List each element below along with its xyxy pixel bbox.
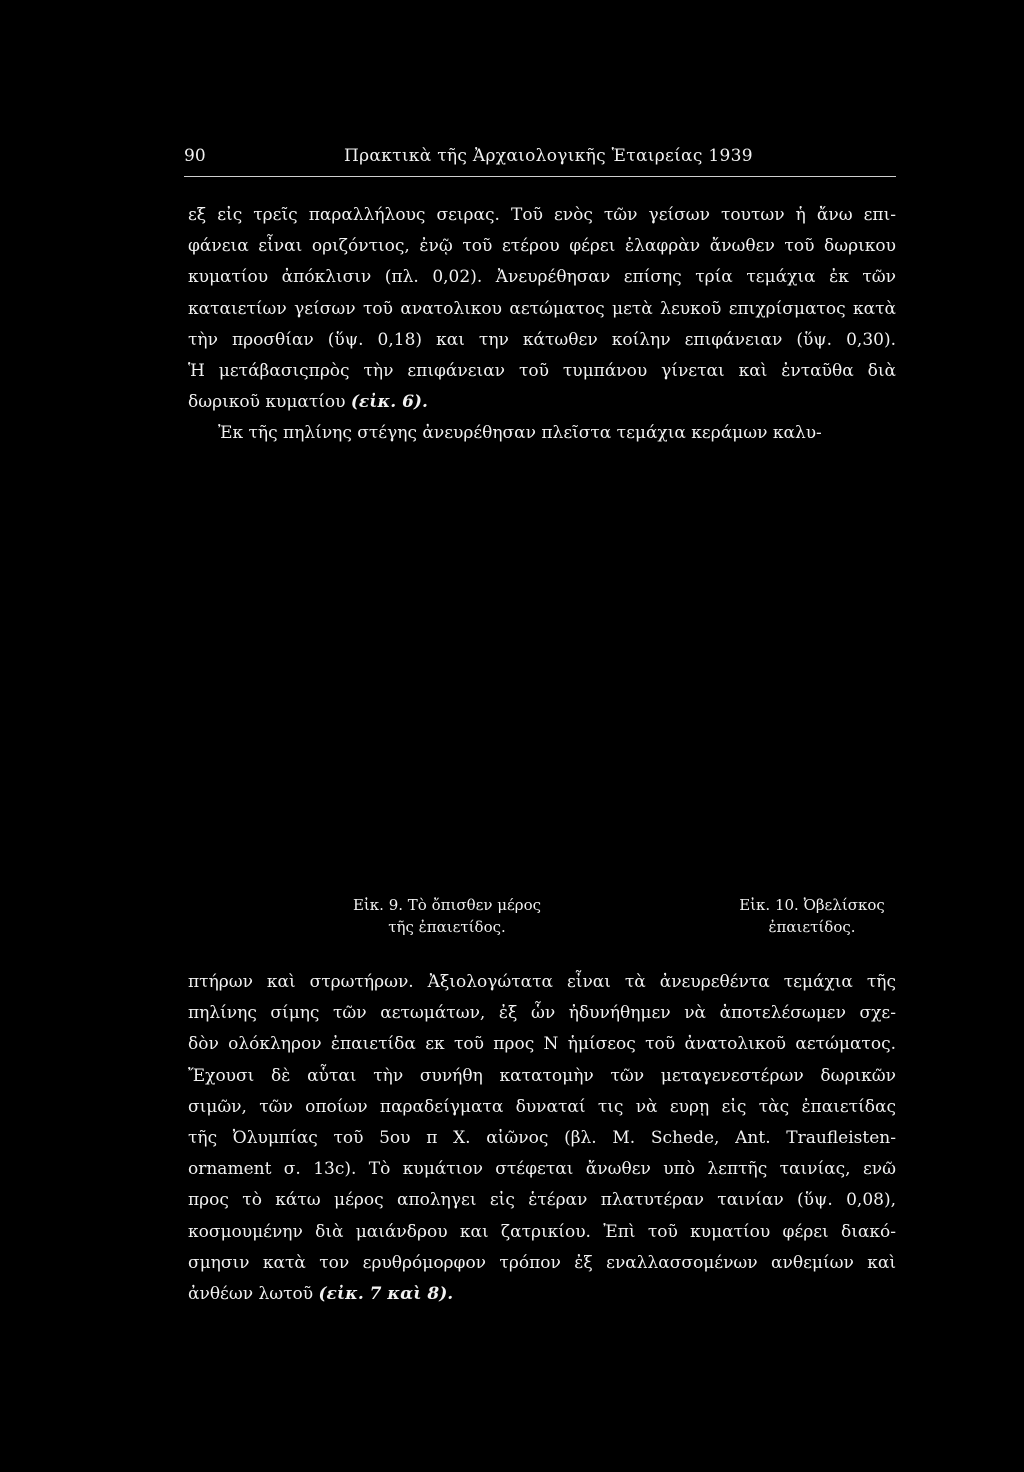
paragraph-line: εξ εἰς τρεῖς παραλλήλους σειρας. Τοῦ ενὸς τῶν γείσων τουτων ἡ ἄνω επι- — [188, 205, 896, 225]
paragraph-line: Ἡ μετάβασιςπρὸς τὴν επιφάνειαν τοῦ τυμπάνου γίνεται καὶ ἐνταῦθα διὰ — [188, 360, 896, 381]
paragraph-line: τὴν προσθίαν (ὕψ. 0,18) και την κάτωθεν κοίλην επιφάνειαν (ὕψ. 0,30). — [188, 329, 896, 350]
paragraph-line: κυματίου ἀπόκλισιν (πλ. 0,02). Ἀνευρέθησαν επίσης τρία τεμάχια ἐκ τῶν — [188, 267, 896, 288]
paragraph-1 — [188, 200, 896, 450]
paragraph-2 — [188, 967, 896, 1310]
paragraph-line: Ἔχουσι δὲ αὗται τὴν συνήθη κατατομὴν τῶν μεταγενεστέρων δωρικῶν — [188, 1065, 896, 1086]
paragraph-line: κοσμουμένην διὰ μαιάνδρου και ζατρικίου. Ἐπὶ τοῦ κυματίου φέρει διακό- — [188, 1221, 896, 1242]
paragraph-line: Ἐκ τῆς πηλίνης στέγης ἀνευρέθησαν πλεῖστα τεμάχια κεράμων καλυ- — [218, 423, 822, 444]
paragraph-line: προς τὸ κάτω μέρος αποληγει εἰς ἑτέραν πλατυτέραν ταινίαν (ὕψ. 0,08), — [188, 1190, 896, 1211]
figure-reference: (εἰκ. 6). — [350, 392, 428, 413]
paragraph-line — [188, 387, 896, 418]
caption-line: ἐπαιετίδος. — [768, 918, 856, 936]
caption-line: Εἰκ. 9. Τὸ ὄπισθεν μέρος — [352, 896, 542, 914]
journal-title: Πρακτικὰ τῆς Ἀρχαιολογικῆς Ἑταιρείας 1939 — [344, 146, 753, 166]
paragraph-line: πτήρων καὶ στρωτήρων. Ἀξιολογώτατα εἶναι τὰ ἀνευρεθέντα τεμάχια τῆς — [188, 972, 896, 992]
paragraph-line: ornament σ. 13c). Τὸ κυμάτιον στέφεται ἄνωθεν υπὸ λεπτῆς ταινίας, ενῶ — [188, 1159, 896, 1180]
paragraph-line: δὸν ολόκληρον ἐπαιετίδα εκ τοῦ προς Ν ἡμίσεος τοῦ ἀνατολικοῦ αετώματος. — [188, 1034, 896, 1055]
page-number: 90 — [184, 146, 206, 166]
figure-area — [188, 460, 896, 880]
paragraph-line: σμησιν κατὰ τον ερυθρόμορφον τρόπον ἐξ εναλλασσομένων ανθεμίων καὶ — [188, 1252, 896, 1273]
paragraph-line: φάνεια εἶναι οριζόντιος, ἐνῷ τοῦ ετέρου φέρει ἐλαφρὰν ἄνωθεν τοῦ δωρικου — [188, 236, 896, 257]
figure-10-caption — [724, 894, 900, 938]
caption-line: Εἰκ. 10. Ὀβελίσκος — [739, 896, 885, 914]
line-text: ἀνθέων λωτοῦ — [188, 1283, 319, 1304]
paragraph-line: σιμῶν, τῶν οποίων παραδείγματα δυναταί τις νὰ ευρῃ εἰς τὰς ἐπαιετίδας — [188, 1096, 896, 1117]
line-text: δωρικοῦ κυματίου — [188, 392, 351, 413]
paragraph-line: πηλίνης σίμης τῶν αετωμάτων, ἐξ ὧν ἠδυνήθημεν νὰ ἀποτελέσωμεν σχε- — [188, 1003, 896, 1024]
figure-reference: (εἰκ. 7 καὶ 8). — [318, 1283, 454, 1304]
paragraph-line — [188, 1279, 896, 1310]
paragraph-line: καταιετίων γείσων τοῦ ανατολικου αετώματος μετὰ λευκοῦ επιχρίσματος κατὰ — [188, 298, 896, 319]
paragraph-line: τῆς Ὀλυμπίας τοῦ 5ου π Χ. αἰῶνος (βλ. Μ. Schede, Ant. Traufleisten- — [188, 1127, 896, 1148]
caption-line: τῆς ἐπαιετίδος. — [388, 918, 506, 936]
figure-9-caption — [332, 894, 562, 938]
running-header — [184, 146, 896, 170]
header-rule — [184, 176, 896, 177]
